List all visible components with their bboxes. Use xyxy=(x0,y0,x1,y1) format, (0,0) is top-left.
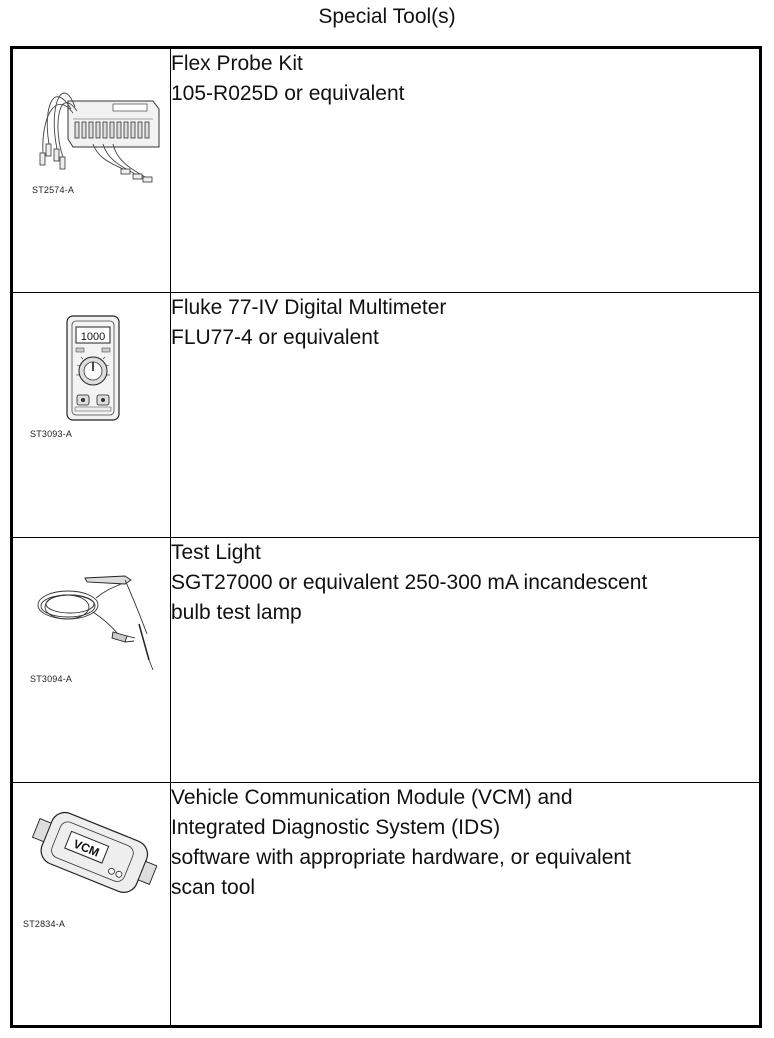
tool-part-number: SGT27000 or equivalent 250-300 mA incandescent xyxy=(171,571,648,594)
tool-description-line: scan tool xyxy=(171,876,256,899)
flex-probe-kit-illustration xyxy=(13,49,170,199)
tool-description xyxy=(171,538,761,783)
tool-name: Vehicle Communication Module (VCM) and xyxy=(171,786,573,809)
tool-description-line: software with appropriate hardware, or equivalent xyxy=(171,846,631,869)
tool-description xyxy=(171,293,761,538)
tool-name: Flex Probe Kit xyxy=(171,52,303,75)
tool-code: ST2834-A xyxy=(23,919,66,929)
tool-name-continued: Integrated Diagnostic System (IDS) xyxy=(171,816,501,839)
multimeter-display: 1000 xyxy=(80,331,106,343)
tool-image-cell xyxy=(12,293,171,538)
special-tools-table xyxy=(10,46,762,1028)
tool-code: ST2574-A xyxy=(32,185,75,195)
tool-description-line: bulb test lamp xyxy=(171,601,302,624)
page-title: Special Tool(s) xyxy=(318,5,456,28)
tool-image-cell xyxy=(12,538,171,783)
tool-code: ST3094-A xyxy=(30,674,73,684)
tool-row-multimeter xyxy=(12,293,761,538)
test-light-illustration xyxy=(13,538,170,688)
vcm-module-illustration xyxy=(13,783,170,933)
tool-name: Test Light xyxy=(171,541,261,564)
tool-description xyxy=(171,48,761,293)
tool-image-cell xyxy=(12,48,171,293)
tool-part-number: 105-R025D or equivalent xyxy=(171,82,405,105)
tool-part-number: FLU77-4 or equivalent xyxy=(171,326,379,349)
tool-row-test-light xyxy=(12,538,761,783)
tool-row-vcm xyxy=(12,783,761,1027)
tool-name: Fluke 77-IV Digital Multimeter xyxy=(171,296,447,319)
tool-image-cell xyxy=(12,783,171,1027)
tool-row-flex-probe-kit xyxy=(12,48,761,293)
digital-multimeter-illustration xyxy=(13,293,170,443)
tool-code: ST3093-A xyxy=(30,429,73,439)
vcm-label: VCM xyxy=(71,836,102,860)
tool-description xyxy=(171,783,761,1027)
